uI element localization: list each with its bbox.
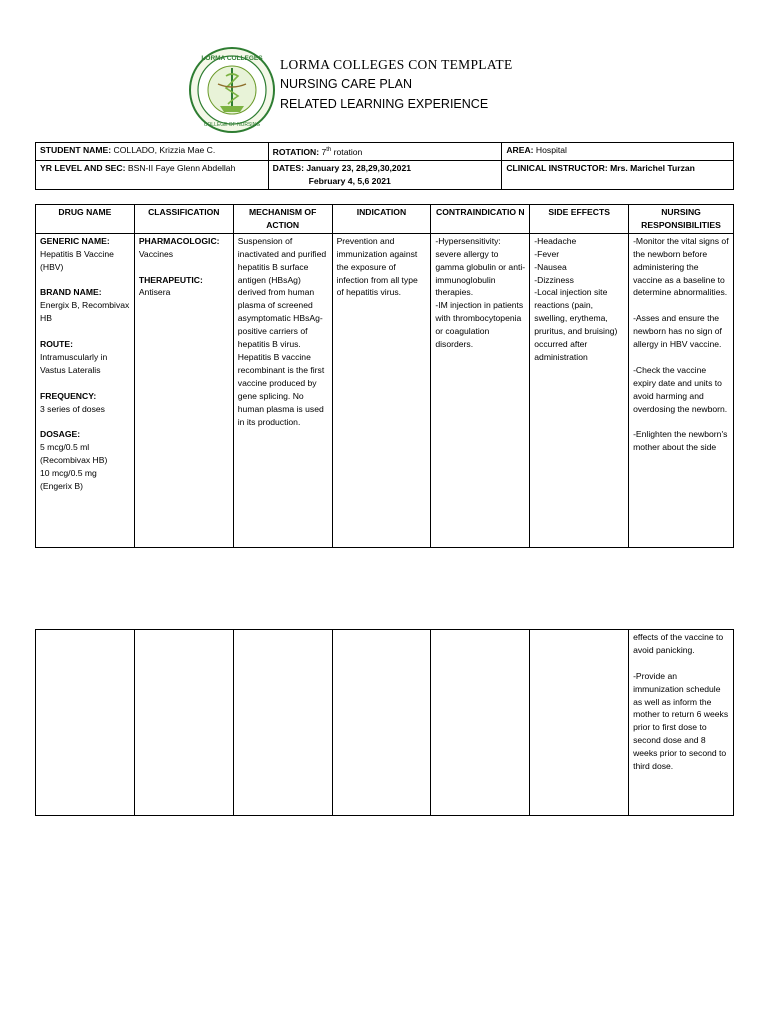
area-cell: AREA: Hospital bbox=[502, 143, 734, 161]
table-row bbox=[36, 630, 734, 816]
page-subtitle: NURSING CARE PLAN bbox=[280, 77, 412, 91]
drug-name-cell: GENERIC NAME: Hepatitis B Vaccine (HBV) BRAND NAME: Energix B, Recombivax HB ROUTE: Intramuscularly in Vastus Lateralis FREQUENCY: 3 series of doses DOSAGE: 5 mcg/0.5 ml (Recombivax HB) 10 mcg/0.5 mg (Engerix B) bbox=[36, 233, 135, 547]
drug-study-table bbox=[35, 204, 734, 548]
nursing-responsibilities-continued-cell: effects of the vaccine to avoid panicking. -Provide an immunization schedule as well as inform the mother to return 6 weeks prior to first dose to second dose and 8 weeks prior to second to third dose. bbox=[629, 630, 734, 816]
mechanism-cell: Suspension of inactivated and purified hepatitis B surface antigen (HBsAg) derived from human plasma of screened asymptomatic HBsAg-positive carriers of hepatitis B virus. Hepatitis B vaccine recombinant is the first vaccine produced by gene splicing. No human plasma is used in its production. bbox=[233, 233, 332, 547]
column-header: MECHANISM OF ACTION bbox=[233, 205, 332, 234]
page-title: LORMA COLLEGES CON TEMPLATE bbox=[280, 57, 513, 72]
college-seal-logo bbox=[188, 46, 276, 134]
nursing-responsibilities-cell: -Monitor the vital signs of the newborn before administering the vaccine as a baseline to determine abnormalities. -Asses and ensure the newborn has no sign of allergy in HBV vaccine. -Check the vaccine expiry date and units to avoid harming and overdosing the newborn. -Enlighten the newborn's mother about the side bbox=[629, 233, 734, 547]
classification-cell: PHARMACOLOGIC: Vaccines THERAPEUTIC: Antisera bbox=[134, 233, 233, 547]
clinical-instructor-cell: CLINICAL INSTRUCTOR: Mrs. Marichel Turzan bbox=[502, 160, 734, 189]
student-name-cell: STUDENT NAME: COLLADO, Krizzia Mae C. bbox=[36, 143, 269, 161]
continuation-table bbox=[35, 629, 734, 816]
page-subtitle-2: RELATED LEARNING EXPERIENCE bbox=[280, 97, 489, 111]
student-info-table bbox=[35, 142, 734, 190]
side-effects-cell: -Headache -Fever -Nausea -Dizziness -Local injection site reactions (pain, swelling, erythema, pruritus, and bruising) occurred after administration bbox=[530, 233, 629, 547]
year-level-cell: YR LEVEL AND SEC: BSN-II Faye Glenn Abdellah bbox=[36, 160, 269, 189]
contraindication-cell: -Hypersensitivity: severe allergy to gamma globulin or anti-immunoglobulin therapies. -IM injection in patients with thrombocytopenia or coagulation disorders. bbox=[431, 233, 530, 547]
table-row bbox=[36, 233, 734, 547]
svg-text:LORMA COLLEGES: LORMA COLLEGES bbox=[201, 55, 263, 62]
column-header: NURSING RESPONSIBILITIES bbox=[629, 205, 734, 234]
column-header: INDICATION bbox=[332, 205, 431, 234]
column-header: SIDE EFFECTS bbox=[530, 205, 629, 234]
column-header: DRUG NAME bbox=[36, 205, 135, 234]
svg-text:COLLEGE OF NURSING: COLLEGE OF NURSING bbox=[203, 122, 261, 128]
indication-cell: Prevention and immunization against the exposure of infection from all type of hepatitis virus. bbox=[332, 233, 431, 547]
dates-cell: DATES: January 23, 28,29,30,2021 February 4, 5,6 2021 bbox=[268, 160, 502, 189]
column-header: CONTRAINDICATIO N bbox=[431, 205, 530, 234]
table-header-row bbox=[36, 205, 734, 234]
rotation-cell: ROTATION: 7th rotation bbox=[268, 143, 502, 161]
column-header: CLASSIFICATION bbox=[134, 205, 233, 234]
